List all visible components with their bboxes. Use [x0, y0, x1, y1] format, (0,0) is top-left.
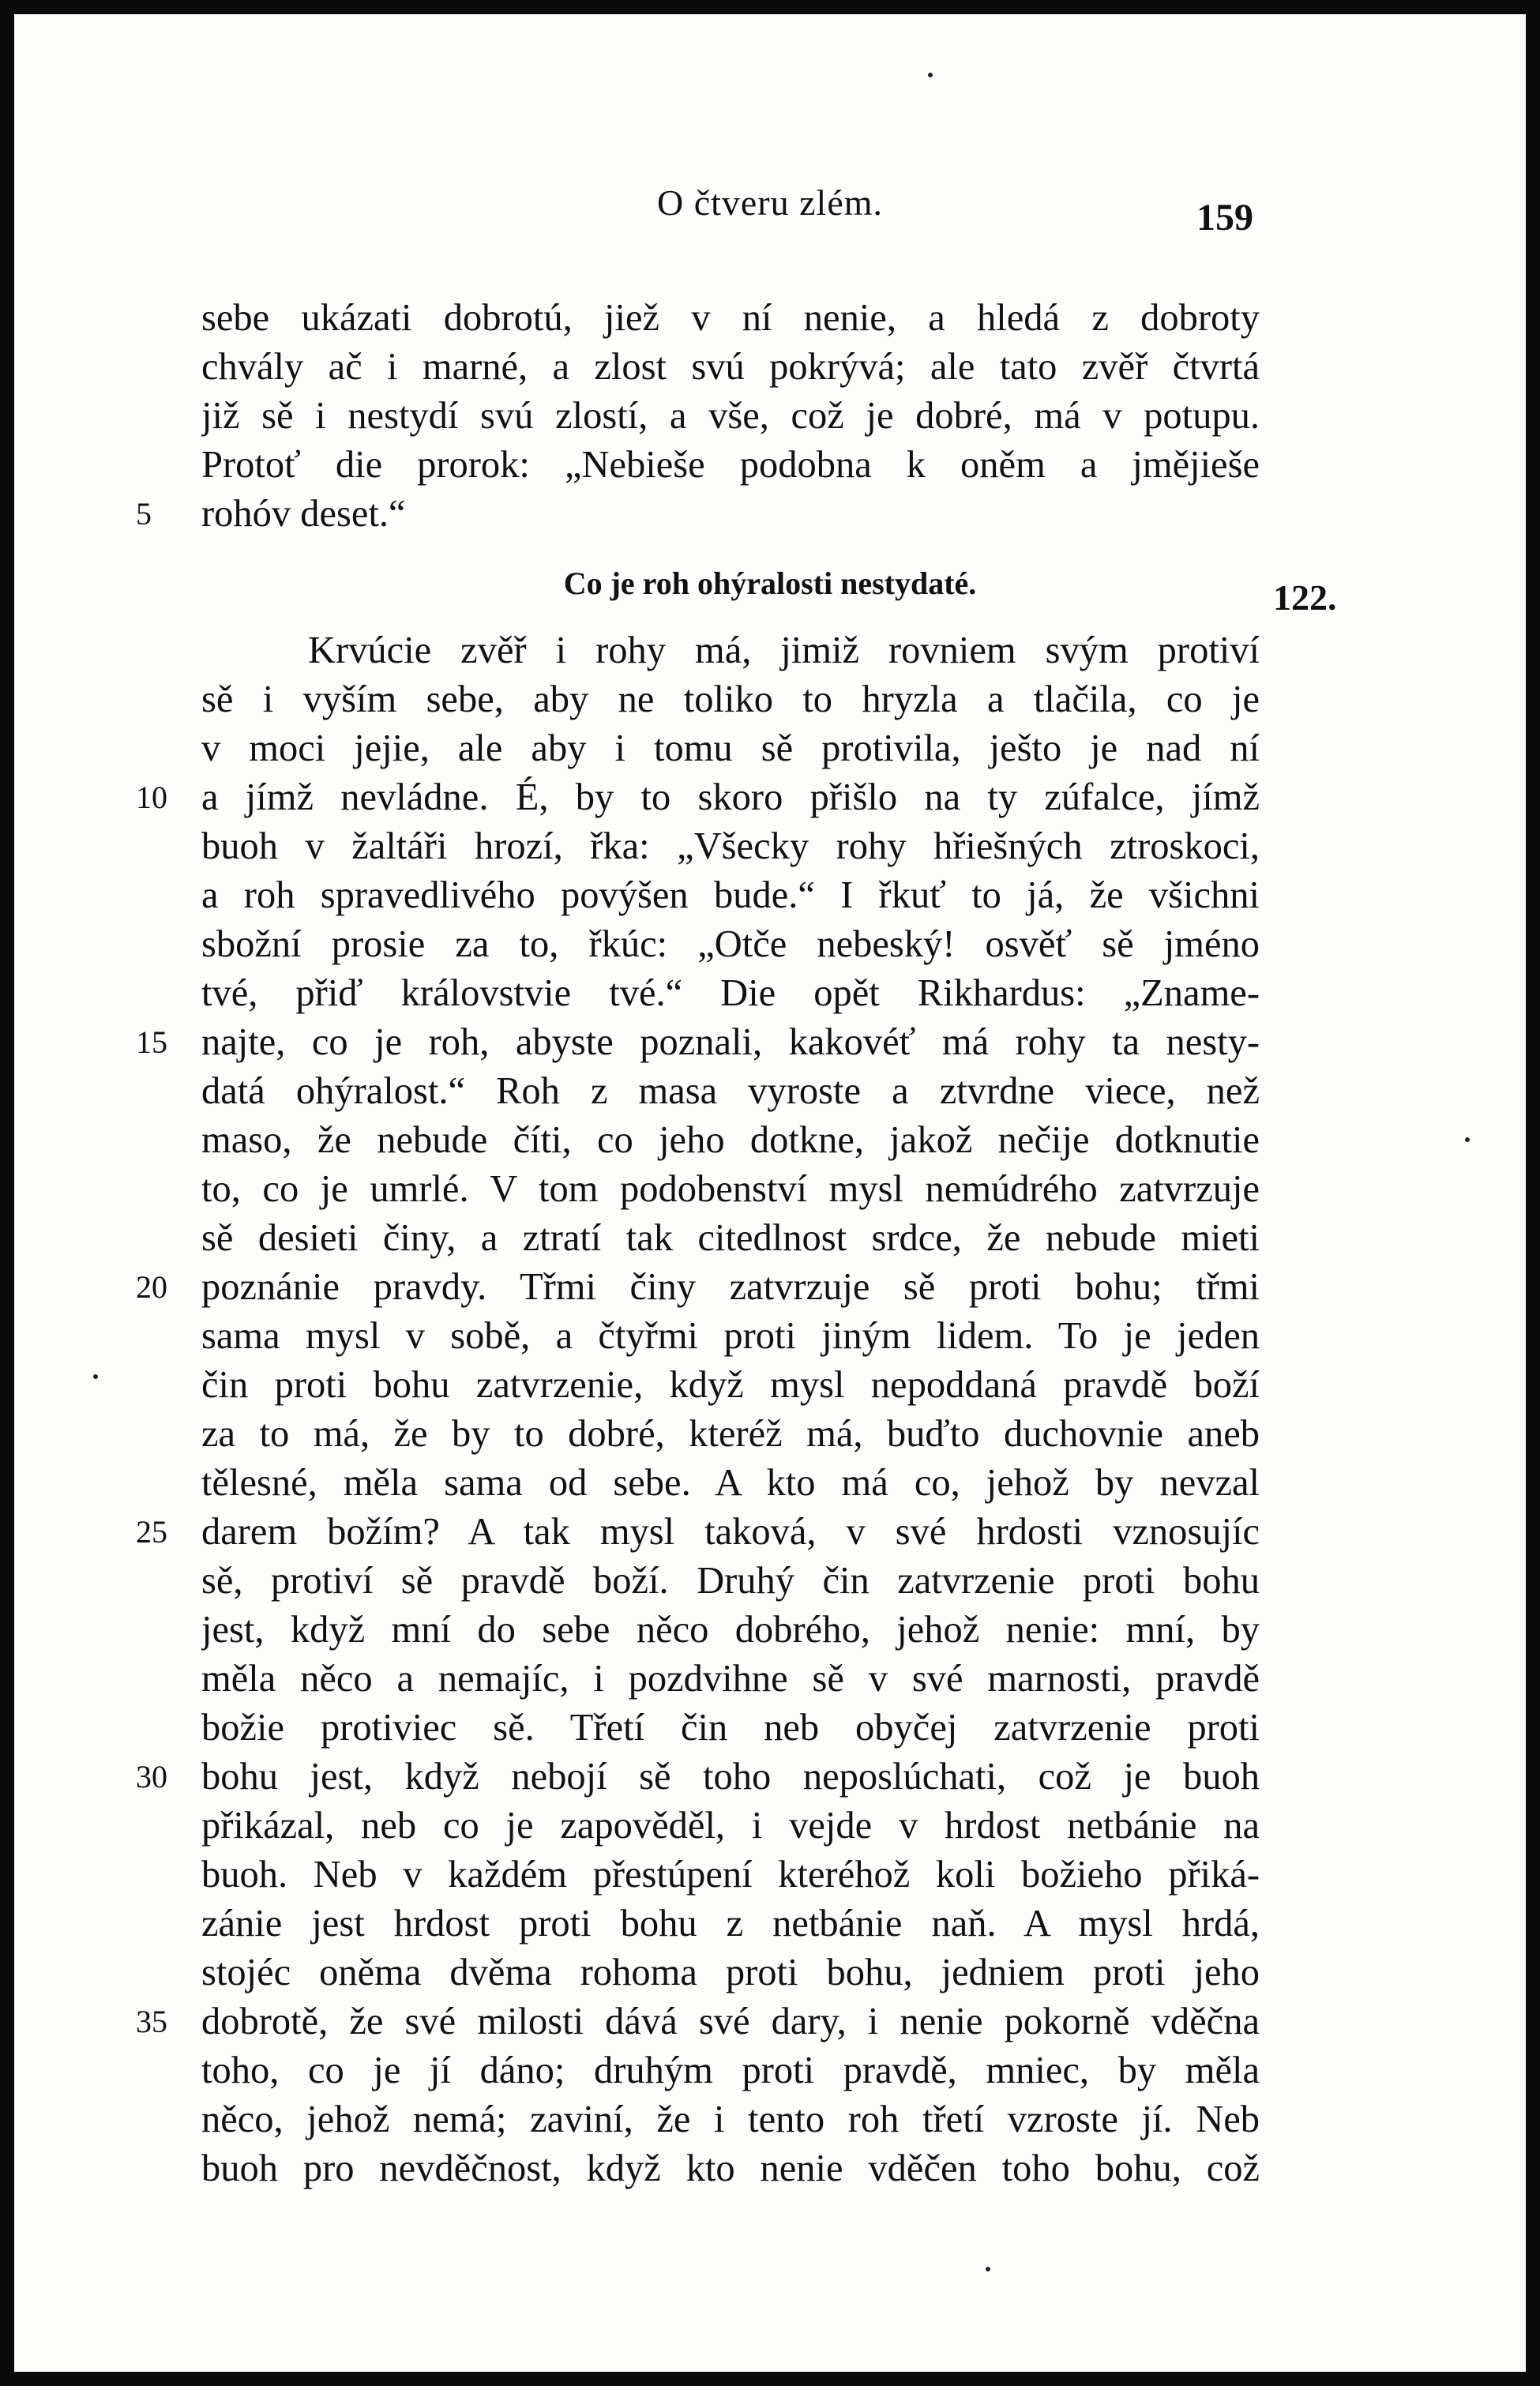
text-line: to, co je umrlé. V tom podobenství mysl nemúdrého zatvrzuje — [201, 1168, 1260, 1210]
text-line: již sě i nestydí svú zlostí, a vše, což je dobré, má v potupu. — [201, 395, 1260, 437]
text-line: Krvúcie zvěř i rohy má, jimiž rovniem svým protiví — [308, 629, 1260, 671]
text-line: přikázal, neb co je zapověděl, i vejde v hrdost netbánie na — [201, 1805, 1260, 1847]
text-line: měla něco a nemajíc, i pozdvihne sě v své marnosti, pravdě — [201, 1658, 1260, 1700]
text-line: zánie jest hrdost proti bohu z netbánie naň. A mysl hrdá, — [201, 1903, 1260, 1944]
text-line: v moci jejie, ale aby i tomu sě protivila, ješto je nad ní — [201, 727, 1260, 769]
text-line: najte, co je roh, abyste poznali, kakovéť má rohy ta nesty- — [201, 1021, 1260, 1063]
text-line: a roh spravedlivého povýšen bude.“ I řkuť to já, že všichni — [201, 874, 1260, 916]
text-line: sě i vyším sebe, aby ne toliko to hryzla a tlačila, co je — [201, 678, 1260, 720]
line-number: 25 — [136, 1514, 167, 1550]
text-line: božie protiviec sě. Třetí čin neb obyčej zatvrzenie proti — [201, 1707, 1260, 1749]
text-line: buoh v žaltáři hrozí, řka: „Všecky rohy hřiešných ztroskoci, — [201, 825, 1260, 867]
text-line: sě desieti činy, a ztratí tak citedlnost srdce, že nebude mieti — [201, 1217, 1260, 1259]
ink-speck — [1465, 1137, 1470, 1142]
text-line: datá ohýralost.“ Roh z masa vyroste a ztvrdne viece, než — [201, 1070, 1260, 1112]
line-number: 30 — [136, 1759, 167, 1794]
section-number: 122. — [1273, 577, 1337, 618]
text-line: sama mysl v sobě, a čtyřmi proti jiným lidem. To je jeden — [201, 1315, 1260, 1357]
text-line: sě, protiví sě pravdě boží. Druhý čin zatvrzenie proti bohu — [201, 1560, 1260, 1602]
text-line: tělesné, měla sama od sebe. A kto má co, jehož by nevzal — [201, 1462, 1260, 1504]
text-line: poznánie pravdy. Třmi činy zatvrzuje sě proti bohu; třmi — [201, 1266, 1260, 1308]
text-line: za to má, že by to dobré, kteréž má, buďto duchovnie aneb — [201, 1413, 1260, 1455]
running-header-title: O čtveru zlém. — [656, 182, 884, 223]
line-number: 10 — [136, 780, 167, 815]
text-line: sebe ukázati dobrotú, jiež v ní nenie, a hledá z dobroty — [201, 297, 1260, 339]
text-line: buoh pro nevděčnost, když kto nenie vděčen toho bohu, což — [201, 2147, 1260, 2189]
text-line: Protoť die prorok: „Nebieše podobna k oněm a jmějieše — [201, 444, 1260, 486]
ink-speck — [928, 73, 933, 77]
text-line: maso, že nebude číti, co jeho dotkne, jakož nečije dotknutie — [201, 1119, 1260, 1161]
text-line: jest, když mní do sebe něco dobrého, jehož nenie: mní, by — [201, 1609, 1260, 1651]
ink-speck — [986, 2267, 990, 2271]
text-line: tvé, přiď královstvie tvé.“ Die opět Rikhardus: „Zname- — [201, 972, 1260, 1014]
line-number: 15 — [136, 1024, 167, 1060]
text-line: a jímž nevládne. É, by to skoro přišlo na ty zúfalce, jímž — [201, 776, 1260, 818]
text-line: něco, jehož nemá; zaviní, že i tento roh třetí vzroste jí. Neb — [201, 2099, 1260, 2140]
text-line: čin proti bohu zatvrzenie, když mysl nepoddaná pravdě boží — [201, 1364, 1260, 1406]
text-line: dobrotě, že své milosti dává své dary, i nenie pokorně vděčna — [201, 2001, 1260, 2042]
ink-speck — [93, 1374, 98, 1379]
text-line: buoh. Neb v každém přestúpení kteréhož koli božieho přiká- — [201, 1854, 1260, 1896]
text-line: bohu jest, když nebojí sě toho neposlúchati, což je buoh — [201, 1756, 1260, 1798]
text-line: toho, co je jí dáno; druhým proti pravdě, mniec, by měla — [201, 2050, 1260, 2091]
line-number: 35 — [136, 2004, 167, 2039]
text-line: darem božím? A tak mysl taková, v své hrdosti vznosujíc — [201, 1511, 1260, 1553]
text-line: stojéc oněma dvěma rohoma proti bohu, jedniem proti jeho — [201, 1952, 1260, 1993]
line-number: 20 — [136, 1269, 167, 1305]
text-line: rohóv deset.“ — [201, 493, 406, 535]
section-heading: Co je roh ohýralosti nestydaté. — [563, 566, 977, 601]
page-number: 159 — [1196, 197, 1253, 239]
line-number: 5 — [136, 496, 152, 532]
text-line: chvály ač i marné, a zlost svú pokrývá; ale tato zvěř čtvrtá — [201, 346, 1260, 388]
text-line: sbožní prosie za to, řkúc: „Otče nebeský! osvěť sě jméno — [201, 923, 1260, 965]
